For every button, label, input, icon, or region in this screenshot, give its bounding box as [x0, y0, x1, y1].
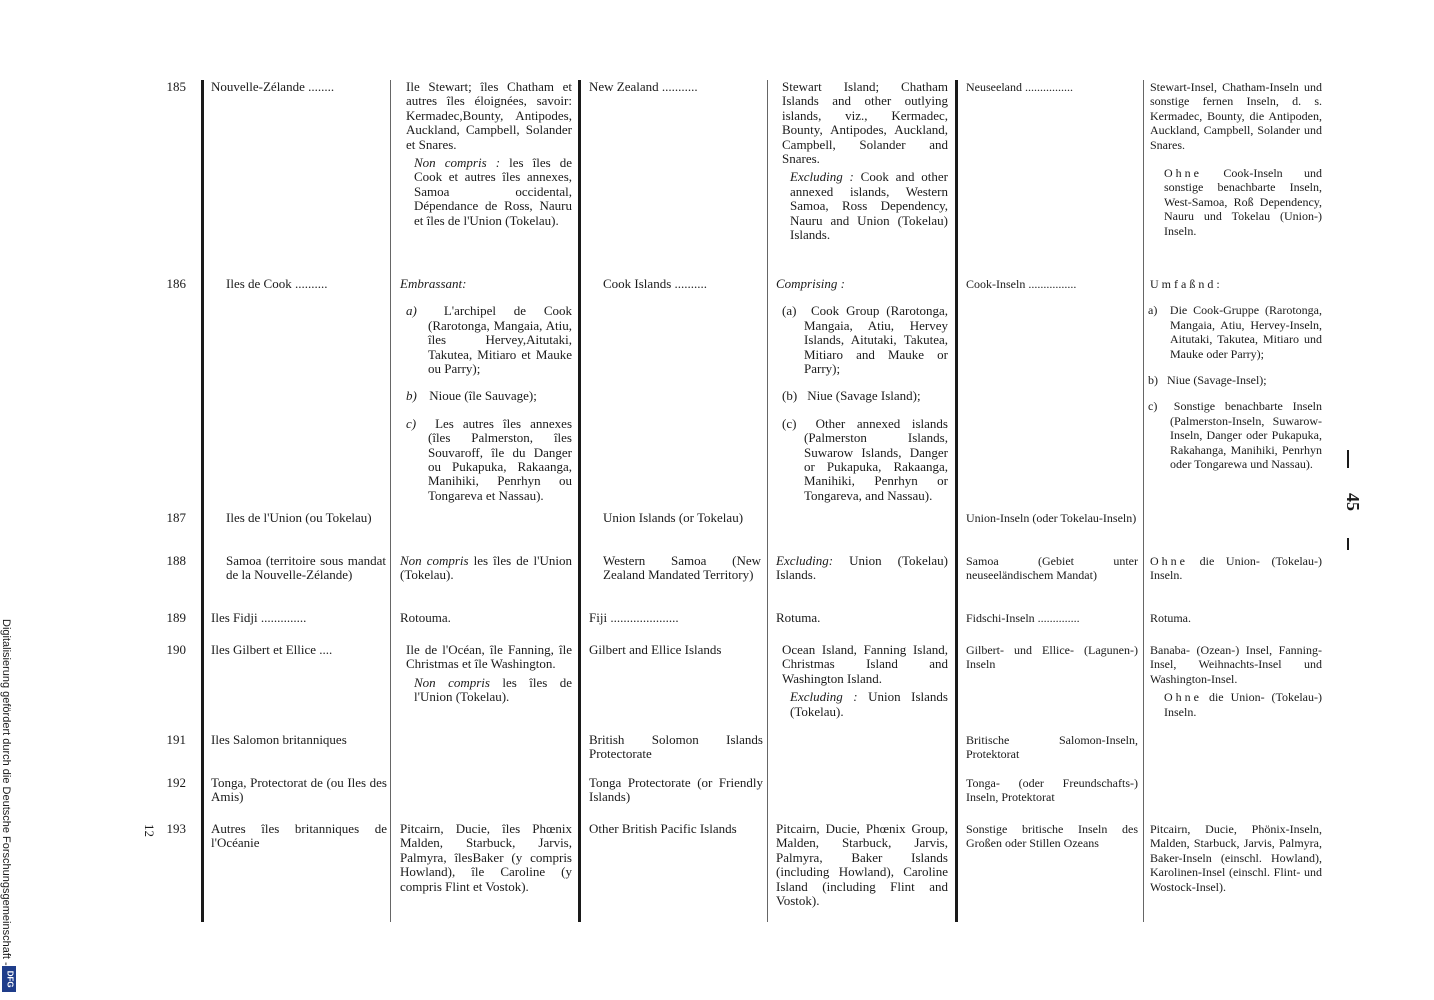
page-number: 45 [1343, 493, 1363, 511]
french-exclusion-note [400, 156, 572, 228]
french-exclusion-note [400, 676, 572, 705]
english-exclusion-note [776, 170, 948, 242]
english-detail: Rotuma. [776, 610, 821, 625]
list-text: Die Cook-Gruppe (Rarotonga, Mangaia, Atiu, Hervey-Inseln, Aitutaki, Takutea, Mitiaro und Mauke oder Parry); [1169, 303, 1323, 361]
list-item [776, 304, 948, 376]
german-detail: Pitcairn, Ducie, Phönix-Inseln, Malden, Starbuck, Jarvis, Palmyra, Baker-Inseln (einschl. Howland), Karolinen-Insel (einschl. Flint- und Wostock-Insel). [1150, 822, 1322, 894]
english-detail [776, 277, 948, 505]
note-text: Union Islands (Tokelau). [790, 689, 948, 719]
note-text: les îles de l'Union (Tokelau). [414, 674, 573, 705]
french-detail [400, 643, 572, 709]
german-name: Britische Salomon-Inseln, Protektorat [966, 733, 1138, 762]
row-number: 193 [166, 821, 186, 836]
list-text: Other annexed islands (Palmerston Islands, Suwarow Islands, Danger or Pukapuka, Rakaanga, Manihiki, Penrhyn or Tongareva, and Nassau). [804, 415, 948, 503]
list-marker: c) [406, 415, 417, 431]
list-item [400, 304, 572, 376]
english-name: Gilbert and Ellice Islands [589, 642, 722, 657]
english-detail [776, 554, 948, 583]
list-item [400, 417, 572, 503]
list-text: Nioue (île Sauvage); [429, 388, 537, 404]
list-marker: (c) [782, 415, 797, 431]
note-text: die Union- (Tokelau-) Inseln. [1150, 554, 1322, 583]
row-number: 190 [166, 642, 186, 657]
german-name: Sonstige britische Inseln des Großen oder Stillen Ozeans [966, 822, 1138, 851]
list-item [400, 389, 572, 403]
row-number: 192 [166, 775, 186, 790]
row-number: 191 [166, 732, 186, 747]
list-marker: a) [1148, 303, 1158, 318]
list-marker: (b) [782, 388, 798, 404]
french-detail: Pitcairn, Ducie, îles Phœnix Malden, Starbuck, Jarvis, Palmyra, îlesBaker (y compris Howland), île Caroline (y compris Flint et Vostok). [400, 821, 572, 894]
column-rule-4 [767, 80, 768, 922]
note-text: les îles de l'Union (Tokelau). [400, 553, 573, 583]
english-detail: Pitcairn, Ducie, Phœnix Group, Malden, Starbuck, Jarvis, Palmyra, Baker Islands (including Howland), Caroline Island (including Flint and Vostok). [776, 821, 948, 909]
french-name: Nouvelle-Zélande ........ [211, 79, 335, 94]
french-detail [400, 277, 572, 505]
french-detail: Rotouma. [400, 610, 451, 625]
german-detail [1150, 643, 1322, 723]
list-lead: Umfaßnd: [1150, 277, 1223, 291]
note-text: les îles de Cook et autres îles annexes, Samoa occidental, Dépendance de Ross, Nauru et îles de l'Union (Tokelau). [414, 155, 573, 228]
note-text: die Union- (Tokelau-) Inseln. [1164, 690, 1322, 719]
dfg-logo-text: DFG [5, 970, 15, 988]
german-name: Tonga- (oder Freundschafts-) Inseln, Protektorat [966, 776, 1138, 805]
list-item [776, 389, 948, 403]
row-number: 186 [166, 276, 186, 291]
note-lead: Non compris [400, 553, 469, 568]
german-exclusion-note [1150, 690, 1322, 719]
list-marker: (a) [782, 303, 797, 319]
note-lead: Excluding: [776, 553, 834, 568]
french-detail [400, 80, 572, 232]
list-text: Cook Group (Rarotonga, Mangaia, Atiu, Hervey Islands, Aitutaki, Takutea, Mitiaro and Mauke or Parry); [804, 303, 949, 377]
column-rule-5 [955, 80, 958, 922]
english-name: Other British Pacific Islands [589, 821, 737, 836]
column-rule-3 [578, 80, 581, 922]
note-text: Union (Tokelau) Islands. [776, 553, 948, 583]
list-text: Les autres îles annexes (îles Palmerston, îles Souvaroff, île du Danger ou Pukapuka, Rakaanga, Manihiki, Penrhyn ou Tongareva et Nassau). [428, 415, 573, 503]
note-lead: Excluding : [790, 689, 858, 705]
english-detail-text: Stewart Island; Chatham Islands and other outlying islands, viz., Kermadec, Bounty, Antipodes, Auckland, Campbell, Solander and Snares. [782, 79, 948, 167]
german-name: Gilbert- und Ellice- (Lagunen-) Inseln [966, 643, 1138, 672]
note-lead: Ohne [1164, 166, 1202, 181]
german-name: Union-Inseln (oder Tokelau-Inseln) [966, 511, 1137, 525]
list-item [1150, 303, 1322, 361]
french-name: Iles de Cook .......... [226, 276, 328, 291]
note-text: Cook and other annexed islands, Western Samoa, Ross Dependency, Nauru and Union (Tokelau) Islands. [790, 169, 948, 243]
row-number: 189 [166, 610, 186, 625]
column-rule-2 [390, 80, 391, 922]
german-detail [1150, 554, 1322, 583]
list-text: Niue (Savage Island); [807, 388, 921, 404]
row-number: 187 [166, 510, 186, 525]
english-name: British Solomon Islands Protectorate [589, 732, 763, 762]
note-lead: Excluding : [790, 169, 854, 185]
page-number-dash-bottom [1347, 538, 1349, 550]
column-rule-1 [201, 80, 204, 922]
page-number-dash-top [1347, 450, 1349, 468]
english-detail [776, 643, 948, 723]
list-marker: b) [1148, 373, 1158, 388]
dfg-logo [2, 966, 16, 992]
list-item [1150, 373, 1322, 387]
french-detail [400, 554, 572, 583]
note-lead: Ohne [1164, 690, 1202, 705]
german-name: Fidschi-Inseln .............. [966, 611, 1080, 625]
list-marker: b) [406, 388, 417, 404]
french-detail-text: Ile Stewart; îles Chatham et autres îles éloignées, savoir: Kermadec,Bounty, Antipodes, Auckland, Campbell, Solander et Snares. [406, 79, 572, 152]
french-name: Samoa (territoire sous mandat de la Nouvelle-Zélande) [226, 553, 386, 583]
german-detail: Rotuma. [1150, 611, 1191, 625]
list-lead: Comprising : [776, 276, 845, 291]
german-name: Samoa (Gebiet unter neuseeländischem Mandat) [966, 554, 1138, 583]
list-text: Niue (Savage-Insel); [1167, 373, 1267, 388]
row-number: 188 [166, 553, 186, 568]
french-name: Iles Salomon britanniques [211, 732, 347, 747]
english-name: Cook Islands .......... [603, 276, 707, 291]
list-text: L'archipel de Cook (Rarotonga, Mangaia, Atiu, îles Hervey,Aitutaki, Takutea, Mitiaro et Mauke ou Parry); [428, 303, 573, 377]
english-detail [776, 80, 948, 246]
list-lead: Embrassant: [400, 276, 467, 291]
french-name: Tonga, Protectorat de (ou Iles des Amis) [211, 775, 387, 805]
list-marker: c) [1148, 399, 1158, 414]
german-name: Neuseeland ................ [966, 80, 1073, 94]
english-name: Union Islands (or Tokelau) [603, 510, 744, 525]
english-detail-text: Ocean Island, Fanning Island, Christmas Island and Washington Island. [782, 642, 948, 686]
list-text: Sonstige benachbarte Inseln (Palmerston-Inseln, Suwarow-Inseln, Danger oder Pukapuka, Rakahanga, Manihiki, Penrhyn oder Tongarewa und Nassau). [1170, 399, 1323, 472]
german-detail-text: Banaba- (Ozean-) Insel, Fanning-Insel, Weihnachts-Insel und Washington-Insel. [1150, 643, 1322, 686]
english-name: Fiji ..................... [589, 610, 679, 625]
list-marker: a) [406, 303, 417, 319]
digitization-note: Digitalisierung gefördert durch die Deutsche Forschungsgemeinschaft - [0, 619, 12, 966]
german-detail [1150, 80, 1322, 242]
english-name: New Zealand ........... [589, 79, 698, 94]
note-lead: Ohne [1150, 554, 1188, 568]
german-detail-text: Stewart-Insel, Chatham-Inseln und sonstige fernen Inseln, d. s. Kermadec, Bounty, die Antipoden, Auckland, Campbell, Solander und Snares. [1150, 80, 1322, 152]
french-name: Iles de l'Union (ou Tokelau) [226, 510, 372, 525]
note-text: Cook-Inseln und sonstige benachbarte Inseln, West-Samoa, Roß Dependency, Nauru und Tokelau (Union-) Inseln. [1164, 166, 1322, 238]
column-rule-6 [1143, 80, 1144, 922]
german-detail [1150, 277, 1322, 473]
list-item [1150, 399, 1322, 471]
note-lead: Non compris : [414, 155, 501, 171]
note-lead: Non compris [414, 674, 490, 690]
german-exclusion-note [1150, 166, 1322, 238]
row-number: 185 [166, 79, 186, 94]
german-name: Cook-Inseln ................ [966, 277, 1077, 291]
english-exclusion-note [776, 690, 948, 719]
margin-number: 12 [142, 824, 157, 837]
french-detail-text: Ile de l'Océan, île Fanning, île Christmas et île Washington. [406, 642, 572, 672]
french-name: Autres îles britanniques de l'Océanie [211, 821, 387, 851]
english-name: Western Samoa (New Zealand Mandated Territory) [603, 553, 761, 583]
french-name: Iles Gilbert et Ellice .... [211, 642, 333, 657]
english-name: Tonga Protectorate (or Friendly Islands) [589, 775, 763, 805]
french-name: Iles Fidji .............. [211, 610, 307, 625]
list-item [776, 417, 948, 503]
